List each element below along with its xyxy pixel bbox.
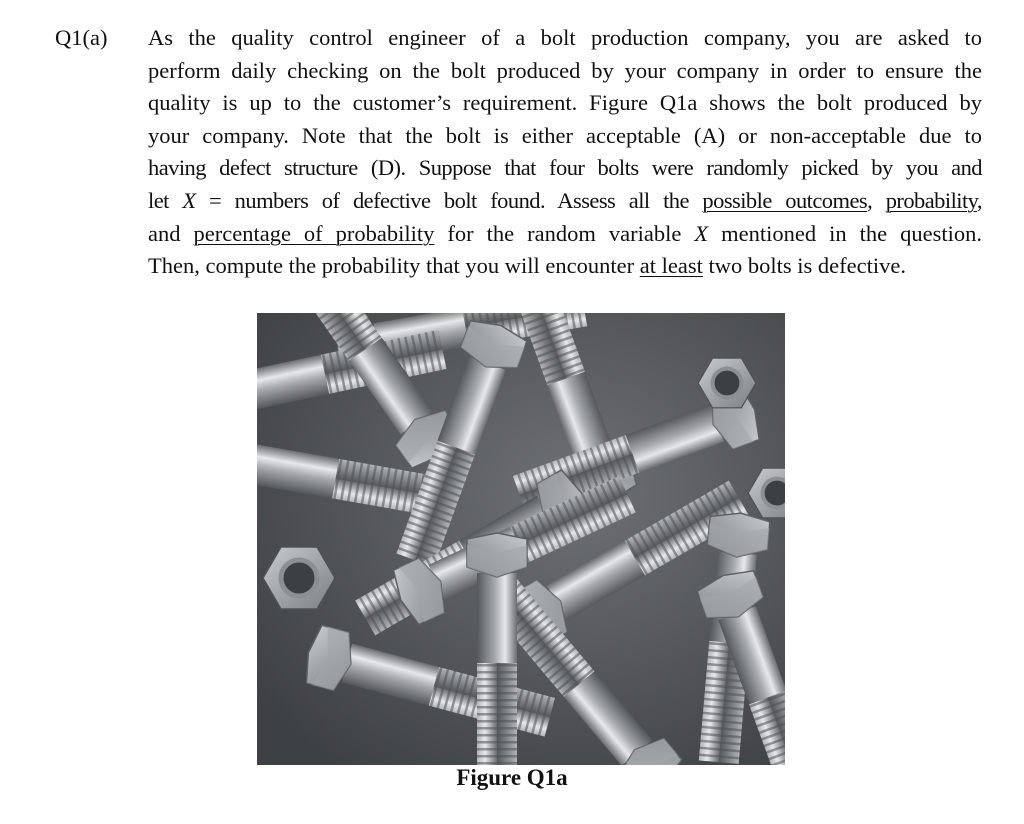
text-segment: ,	[976, 187, 982, 213]
question-line-4: your company. Note that the bolt is either acceptable (A) or non-acceptable due to	[148, 122, 982, 148]
question-line-2: perform daily checking on the bolt produced by your company in order to ensure the	[148, 57, 982, 83]
question-line-3: quality is up to the customer’s requirement. Figure Q1a shows the bolt produced by	[148, 90, 982, 116]
figure-caption: Figure Q1a	[456, 765, 568, 790]
variable-x: X	[694, 220, 709, 246]
question-line-6	[148, 185, 982, 218]
text-segment: mentioned in the question.	[708, 220, 982, 246]
figure-bolts-image	[257, 313, 785, 765]
underlined-percentage-of-probability: percentage of probability	[193, 220, 435, 246]
underlined-possible-outcomes: possible outcomes	[702, 187, 868, 213]
text-segment: = numbers of defective bolt found. Assess all the	[195, 187, 703, 213]
variable-x: X	[182, 187, 196, 213]
question-line-5: having defect structure (D). Suppose that four bolts were randomly picked by you and	[148, 155, 982, 181]
text-segment: let	[148, 187, 183, 213]
question-line-7	[148, 218, 982, 251]
text-segment: Then, compute the probability that you will encounter	[148, 253, 640, 279]
question-line-1: As the quality control engineer of a bolt production company, you are asked to	[148, 25, 982, 50]
text-segment: for the random variable	[434, 220, 695, 246]
text-segment: ,	[867, 187, 886, 213]
question-text	[148, 22, 982, 283]
text-segment: and	[148, 220, 194, 246]
underlined-probability: probability	[885, 187, 977, 213]
underlined-at-least: at least	[639, 253, 703, 279]
question-label: Q1(a)	[55, 25, 108, 50]
text-segment: two bolts is defective.	[702, 253, 906, 279]
question-line-8	[148, 250, 982, 283]
